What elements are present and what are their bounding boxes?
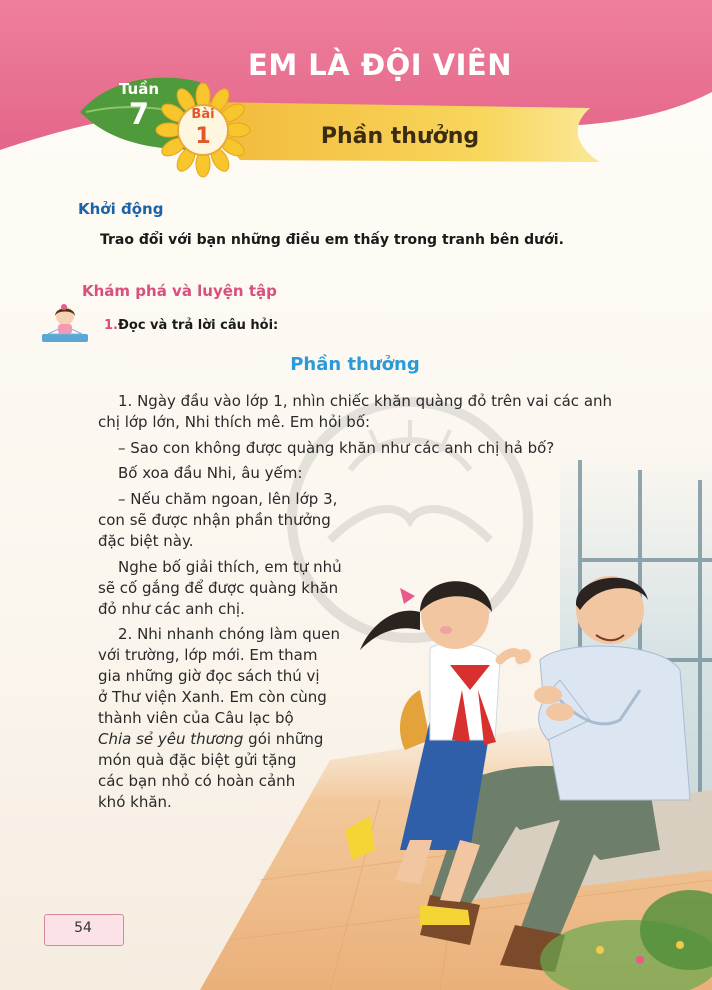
story-title: Phần thưởng xyxy=(290,354,420,375)
story-p6-line7: món quà đặc biệt gửi tặng xyxy=(98,751,297,769)
story-p5-line1: Nghe bố giải thích, em tự nhủ xyxy=(118,558,342,576)
warmup-heading: Khởi động xyxy=(78,200,164,218)
story-p6-line6 xyxy=(98,729,323,750)
lesson-title: Phần thưởng xyxy=(320,124,480,149)
story-p6-line1: 2. Nhi nhanh chóng làm quen xyxy=(118,625,340,643)
story-p1-line2: chị lớp lớn, Nhi thích mê. Em hỏi bố: xyxy=(98,413,371,431)
page-number: 54 xyxy=(74,920,92,936)
week-label: Tuần xyxy=(118,80,160,98)
story-p4-line3: đặc biệt này. xyxy=(98,532,194,550)
story-p4-line2: con sẽ được nhận phần thưởng xyxy=(98,511,331,529)
week-number: 7 xyxy=(128,97,150,131)
story-p6-line4: ở Thư viện Xanh. Em còn cùng xyxy=(98,688,327,706)
warmup-instruction: Trao đổi với bạn những điều em thấy trong tranh bên dưới. xyxy=(100,232,564,248)
story-p6-line8: các bạn nhỏ có hoàn cảnh xyxy=(98,772,296,790)
story-p6-line2: với trường, lớp mới. Em tham xyxy=(98,646,318,664)
story-p2: – Sao con không được quàng khăn như các anh chị hả bố? xyxy=(118,439,555,457)
story-p5-line3: đỏ như các anh chị. xyxy=(98,600,245,618)
story-p6-line9: khó khăn. xyxy=(98,793,172,811)
story-p6-line5: thành viên của Câu lạc bộ xyxy=(98,709,294,727)
story-p3: Bố xoa đầu Nhi, âu yếm: xyxy=(118,464,303,482)
story-p6-line6-rest: gói những xyxy=(243,730,324,748)
story-p1-line1: 1. Ngày đầu vào lớp 1, nhìn chiếc khăn quàng đỏ trên vai các anh xyxy=(118,392,613,410)
question-text: Đọc và trả lời câu hỏi: xyxy=(118,318,279,333)
story-p4-line1: – Nếu chăm ngoan, lên lớp 3, xyxy=(118,490,338,508)
question-number: 1. xyxy=(104,318,118,333)
story-p5-line2: sẽ cố gắng để được quàng khăn xyxy=(98,579,339,597)
lesson-label: Bài xyxy=(191,107,215,122)
story-p6-line3: gia những giờ đọc sách thú vị xyxy=(98,667,320,685)
lesson-number: 1 xyxy=(195,124,211,149)
explore-heading: Khám phá và luyện tập xyxy=(82,282,277,300)
unit-title: EM LÀ ĐỘI VIÊN xyxy=(248,48,512,82)
club-name: Chia sẻ yêu thương xyxy=(98,730,244,748)
